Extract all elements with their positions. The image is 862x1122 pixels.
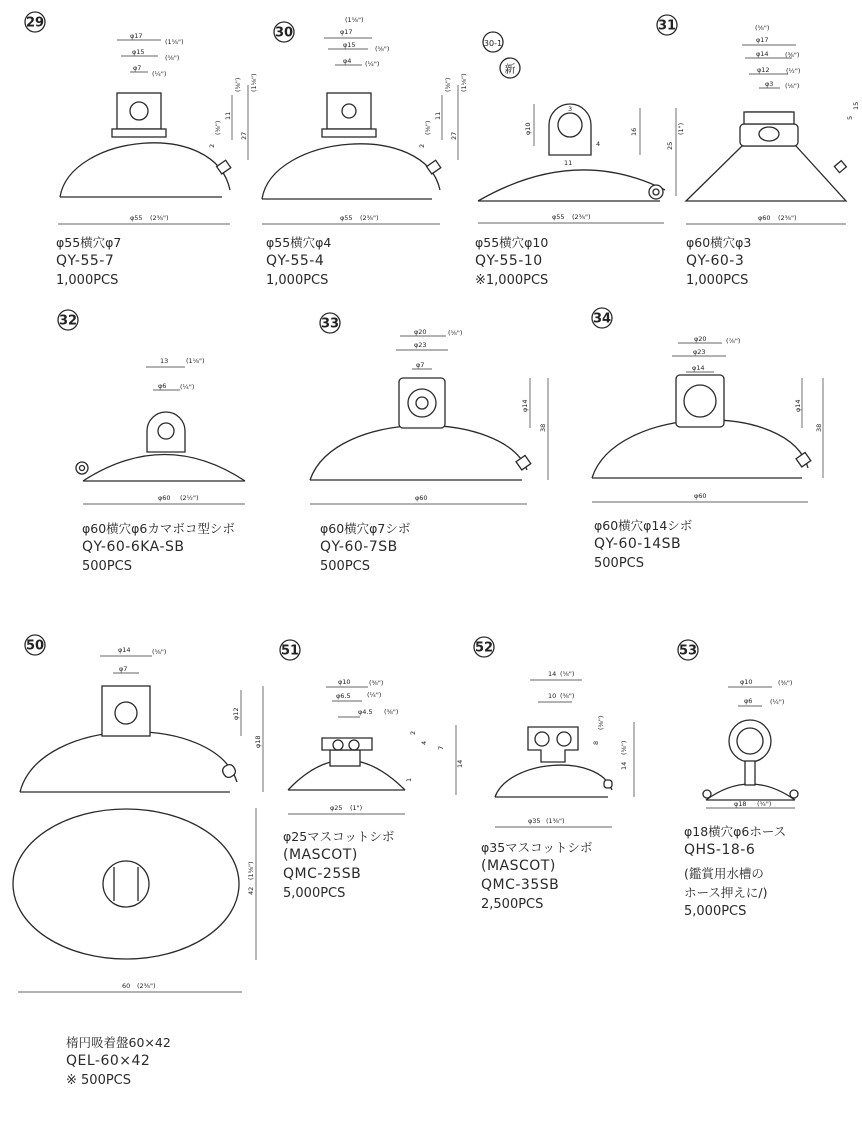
svg-text:φ7: φ7 bbox=[416, 361, 425, 369]
svg-text:(⅝"): (⅝") bbox=[560, 670, 575, 678]
svg-text:φ14: φ14 bbox=[521, 399, 529, 412]
svg-text:φ4: φ4 bbox=[343, 57, 352, 65]
item-31-qty: 1,000PCS bbox=[686, 273, 749, 288]
svg-text:7: 7 bbox=[437, 745, 445, 750]
item-32-cup bbox=[83, 455, 245, 482]
svg-text:(1⅛"): (1⅛") bbox=[250, 73, 258, 92]
svg-text:φ17: φ17 bbox=[340, 28, 353, 36]
item-52-sub: (MASCOT) bbox=[481, 858, 556, 874]
svg-text:(2⅜"): (2⅜") bbox=[360, 214, 379, 222]
svg-text:11: 11 bbox=[224, 111, 232, 120]
svg-text:φ6.5: φ6.5 bbox=[336, 692, 351, 700]
item-53-name: φ18横穴φ6ホース bbox=[684, 824, 787, 839]
svg-text:1: 1 bbox=[405, 777, 413, 782]
item-30-qty: 1,000PCS bbox=[266, 273, 329, 288]
svg-text:(⅝"): (⅝") bbox=[448, 329, 463, 337]
svg-text:16: 16 bbox=[630, 127, 638, 136]
svg-text:8: 8 bbox=[592, 740, 600, 745]
item-50-code: QEL-60×42 bbox=[66, 1053, 151, 1069]
svg-text:10: 10 bbox=[548, 692, 557, 700]
svg-text:5: 5 bbox=[846, 115, 854, 120]
item-31-number: 31 bbox=[657, 18, 677, 34]
item-34-diagram bbox=[592, 308, 823, 502]
item-34-name: φ60横穴φ14シボ bbox=[594, 518, 693, 533]
svg-text:(⅜"): (⅜") bbox=[560, 692, 575, 700]
item-29-tab bbox=[217, 160, 231, 174]
svg-text:φ14: φ14 bbox=[756, 50, 769, 58]
svg-text:φ60: φ60 bbox=[158, 494, 171, 502]
svg-text:(½"): (½") bbox=[786, 67, 801, 75]
svg-text:(⅝"): (⅝") bbox=[375, 45, 390, 53]
item-50-name: 楕円吸着盤60×42 bbox=[66, 1035, 171, 1050]
item-30-1-qty: ※1,000PCS bbox=[475, 273, 549, 288]
svg-text:(¼"): (¼") bbox=[180, 383, 195, 391]
svg-text:φ7: φ7 bbox=[133, 64, 142, 72]
item-30-diagram bbox=[262, 16, 468, 224]
item-33-cup bbox=[310, 425, 527, 480]
svg-text:(⅝"): (⅝") bbox=[620, 740, 628, 755]
svg-text:2: 2 bbox=[418, 143, 426, 148]
svg-text:(1⅝"): (1⅝") bbox=[165, 38, 184, 46]
svg-text:φ55: φ55 bbox=[130, 214, 143, 222]
item-32-code: QY-60-6KA-SB bbox=[82, 539, 185, 555]
svg-text:φ17: φ17 bbox=[756, 36, 769, 44]
item-33-code: QY-60-7SB bbox=[320, 539, 398, 555]
item-34-qty: 500PCS bbox=[594, 556, 644, 571]
svg-text:4: 4 bbox=[596, 140, 601, 148]
svg-text:(¼"): (¼") bbox=[367, 691, 382, 699]
item-50-qty: ※ 500PCS bbox=[66, 1073, 132, 1088]
svg-text:φ18: φ18 bbox=[254, 735, 262, 748]
svg-text:φ17: φ17 bbox=[130, 32, 143, 40]
svg-text:11: 11 bbox=[434, 111, 442, 120]
item-51-mount bbox=[322, 738, 372, 750]
item-34-number: 34 bbox=[592, 311, 612, 327]
svg-text:(⅞"): (⅞") bbox=[726, 337, 741, 345]
svg-text:(¼"): (¼") bbox=[365, 60, 380, 68]
svg-text:25: 25 bbox=[666, 141, 674, 150]
item-51-diagram bbox=[280, 640, 464, 814]
item-52-caption bbox=[481, 838, 592, 914]
item-34-cup bbox=[592, 420, 808, 478]
item-33-caption bbox=[320, 519, 410, 576]
svg-text:φ6: φ6 bbox=[158, 382, 167, 390]
item-53-ring bbox=[729, 720, 771, 762]
item-32-qty: 500PCS bbox=[82, 559, 132, 574]
item-30-name: φ55横穴φ4 bbox=[266, 235, 332, 250]
svg-text:φ55: φ55 bbox=[552, 213, 565, 221]
item-33-mount bbox=[399, 378, 445, 428]
svg-text:φ20: φ20 bbox=[414, 328, 427, 336]
item-30-1-diagram bbox=[478, 32, 685, 223]
item-53-qty: 5,000PCS bbox=[684, 904, 747, 919]
item-51-code: QMC-25SB bbox=[283, 866, 362, 882]
svg-text:60: 60 bbox=[122, 982, 131, 990]
svg-text:(1⅛"): (1⅛") bbox=[460, 73, 468, 92]
item-32-caption bbox=[82, 519, 235, 576]
svg-text:φ35: φ35 bbox=[528, 817, 541, 825]
svg-text:φ12: φ12 bbox=[232, 707, 240, 720]
item-31-code: QY-60-3 bbox=[686, 253, 745, 269]
item-53-cup bbox=[706, 784, 795, 800]
svg-text:(⅝"): (⅝") bbox=[755, 24, 770, 32]
svg-text:(1⅛"): (1⅛") bbox=[186, 357, 205, 365]
item-31-caption bbox=[686, 233, 751, 290]
item-29-code: QY-55-7 bbox=[56, 253, 115, 269]
svg-text:(1⅝"): (1⅝") bbox=[247, 861, 255, 880]
svg-text:φ18: φ18 bbox=[734, 800, 747, 808]
svg-text:(⅛"): (⅛") bbox=[785, 82, 800, 90]
svg-text:(¼"): (¼") bbox=[152, 70, 167, 78]
svg-text:(⅝"): (⅝") bbox=[234, 77, 242, 92]
item-34-code: QY-60-14SB bbox=[594, 536, 682, 552]
item-29-diagram bbox=[25, 12, 258, 224]
item-29-name: φ55横穴φ7 bbox=[56, 235, 122, 250]
item-33-number: 33 bbox=[320, 316, 340, 332]
item-51-number: 51 bbox=[280, 643, 300, 659]
item-30-mount bbox=[327, 93, 371, 129]
item-32-diagram bbox=[58, 310, 245, 504]
item-34-mount bbox=[676, 375, 724, 427]
item-50-number: 50 bbox=[25, 638, 45, 654]
item-31-diagram bbox=[657, 15, 860, 224]
svg-text:φ14: φ14 bbox=[692, 364, 705, 372]
svg-text:15: 15 bbox=[852, 101, 860, 110]
item-52-number: 52 bbox=[474, 640, 494, 656]
svg-text:(⅝"): (⅝") bbox=[152, 648, 167, 656]
item-34-caption bbox=[594, 516, 692, 573]
svg-text:(2⅜"): (2⅜") bbox=[150, 214, 169, 222]
item-30-1-caption bbox=[475, 233, 548, 290]
item-30-code: QY-55-4 bbox=[266, 253, 325, 269]
svg-text:(2⅜"): (2⅜") bbox=[572, 213, 591, 221]
item-51-sub: (MASCOT) bbox=[283, 847, 358, 863]
svg-text:4: 4 bbox=[420, 740, 428, 745]
item-52-diagram bbox=[474, 637, 634, 827]
svg-text:2: 2 bbox=[409, 730, 417, 735]
item-32-ring bbox=[147, 412, 185, 452]
svg-text:φ60: φ60 bbox=[758, 214, 771, 222]
item-32-name: φ60横穴φ6カマボコ型シボ bbox=[82, 521, 235, 536]
svg-text:(1⅜"): (1⅜") bbox=[546, 817, 565, 825]
svg-text:38: 38 bbox=[815, 423, 823, 432]
svg-text:(⅜"): (⅜") bbox=[597, 715, 605, 730]
item-32-number: 32 bbox=[58, 313, 78, 329]
item-53-note-1: (鑑賞用水槽の bbox=[684, 866, 764, 881]
item-30-1-new-mark: 新 bbox=[504, 62, 516, 76]
svg-text:φ10: φ10 bbox=[338, 678, 351, 686]
svg-text:φ23: φ23 bbox=[414, 341, 427, 349]
svg-text:φ55: φ55 bbox=[340, 214, 353, 222]
svg-text:φ15: φ15 bbox=[132, 48, 145, 56]
item-30-cup bbox=[262, 144, 440, 199]
item-29-caption bbox=[56, 233, 121, 290]
item-29-mount bbox=[117, 93, 161, 129]
svg-text:(¼"): (¼") bbox=[770, 698, 785, 706]
svg-text:φ20: φ20 bbox=[694, 335, 707, 343]
svg-text:14: 14 bbox=[548, 670, 557, 678]
svg-text:(⅝"): (⅝") bbox=[444, 77, 452, 92]
svg-text:(⅝"): (⅝") bbox=[165, 54, 180, 62]
svg-text:(1"): (1") bbox=[350, 804, 363, 812]
item-50-mount bbox=[102, 686, 150, 736]
item-30-number: 30 bbox=[274, 25, 294, 41]
item-53-code: QHS-18-6 bbox=[684, 842, 756, 858]
item-51-qty: 5,000PCS bbox=[283, 886, 346, 901]
svg-text:φ15: φ15 bbox=[343, 41, 356, 49]
item-51-name: φ25マスコットシボ bbox=[283, 829, 395, 844]
item-53-note-2: ホース押えに/) bbox=[684, 885, 768, 900]
svg-text:φ14: φ14 bbox=[118, 646, 131, 654]
item-33-diagram bbox=[310, 313, 548, 504]
svg-text:φ6: φ6 bbox=[744, 697, 753, 705]
svg-text:(⅜"): (⅜") bbox=[424, 120, 432, 135]
item-50-caption bbox=[66, 1033, 171, 1090]
svg-text:φ10: φ10 bbox=[524, 122, 532, 135]
item-29-qty: 1,000PCS bbox=[56, 273, 119, 288]
svg-text:φ10: φ10 bbox=[740, 678, 753, 686]
svg-text:φ60: φ60 bbox=[694, 492, 707, 500]
svg-text:φ60: φ60 bbox=[415, 494, 428, 502]
item-30-1-name: φ55横穴φ10 bbox=[475, 235, 549, 250]
item-29-number: 29 bbox=[25, 15, 45, 31]
svg-text:38: 38 bbox=[539, 423, 547, 432]
svg-text:(2½"): (2½") bbox=[180, 494, 199, 502]
item-30-1-cup bbox=[478, 170, 665, 201]
item-50-cup bbox=[20, 732, 237, 792]
item-52-cup bbox=[495, 765, 612, 797]
item-33-name: φ60横穴φ7シボ bbox=[320, 521, 411, 536]
svg-text:14: 14 bbox=[456, 759, 464, 768]
svg-text:(⅜"): (⅜") bbox=[384, 708, 399, 716]
svg-text:(1⅝"): (1⅝") bbox=[345, 16, 364, 24]
svg-text:φ3: φ3 bbox=[765, 80, 774, 88]
svg-text:14: 14 bbox=[620, 761, 628, 770]
item-51-caption bbox=[283, 827, 394, 903]
item-33-qty: 500PCS bbox=[320, 559, 370, 574]
svg-text:(⅜"): (⅜") bbox=[369, 679, 384, 687]
svg-text:(¾"): (¾") bbox=[757, 800, 772, 808]
svg-text:13: 13 bbox=[160, 357, 169, 365]
item-31-cup bbox=[686, 146, 846, 201]
svg-text:(2⅜"): (2⅜") bbox=[778, 214, 797, 222]
item-52-name: φ35マスコットシボ bbox=[481, 840, 593, 855]
svg-text:(⅜"): (⅜") bbox=[785, 51, 800, 59]
svg-text:2: 2 bbox=[208, 143, 216, 148]
item-52-code: QMC-35SB bbox=[481, 877, 560, 893]
svg-text:φ7: φ7 bbox=[119, 665, 128, 673]
svg-text:11: 11 bbox=[564, 159, 573, 167]
svg-text:φ14: φ14 bbox=[794, 399, 802, 412]
svg-text:(2⅜"): (2⅜") bbox=[137, 982, 156, 990]
item-52-qty: 2,500PCS bbox=[481, 897, 544, 912]
item-30-1-code: QY-55-10 bbox=[475, 253, 543, 269]
svg-text:27: 27 bbox=[450, 131, 458, 140]
svg-text:(⅜"): (⅜") bbox=[214, 120, 222, 135]
item-53-diagram bbox=[678, 640, 798, 808]
svg-text:φ12: φ12 bbox=[757, 66, 770, 74]
svg-text:30-1: 30-1 bbox=[483, 39, 503, 48]
svg-text:(⅜"): (⅜") bbox=[778, 679, 793, 687]
item-53-number: 53 bbox=[678, 643, 698, 659]
item-52-mount bbox=[528, 727, 578, 762]
svg-text:φ4.5: φ4.5 bbox=[358, 708, 373, 716]
svg-text:27: 27 bbox=[240, 131, 248, 140]
item-31-name: φ60横穴φ3 bbox=[686, 235, 752, 250]
svg-text:φ23: φ23 bbox=[693, 348, 706, 356]
item-50-diagram bbox=[13, 635, 263, 992]
item-50-oval-base bbox=[13, 809, 239, 959]
svg-text:(1"): (1") bbox=[677, 122, 685, 135]
item-30-caption bbox=[266, 233, 331, 290]
svg-text:φ25: φ25 bbox=[330, 804, 343, 812]
item-53-caption bbox=[684, 822, 786, 921]
svg-text:42: 42 bbox=[247, 886, 255, 895]
item-29-cup bbox=[60, 143, 230, 197]
svg-text:3: 3 bbox=[568, 105, 573, 113]
